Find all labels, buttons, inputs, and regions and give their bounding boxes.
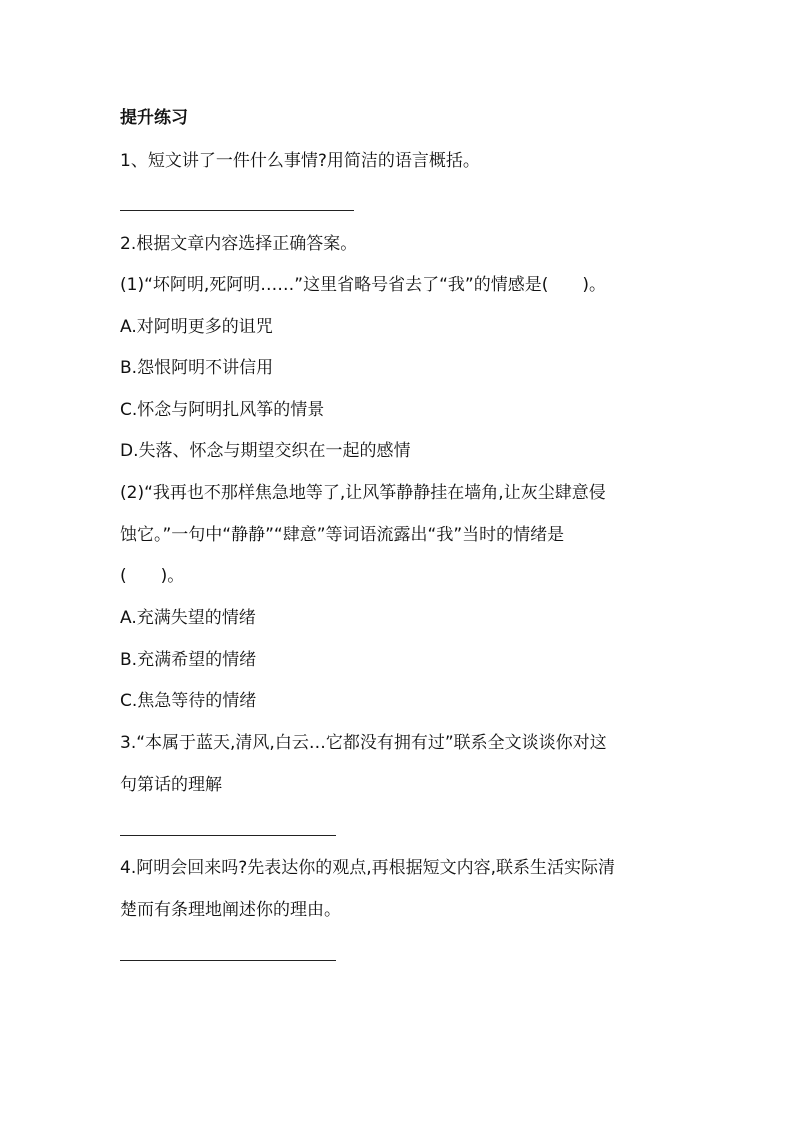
section-title: 提升练习 — [120, 108, 188, 128]
option-2-1-b: B.怨恨阿明不讲信用 — [120, 358, 274, 378]
option-2-2-b: B.充满希望的情绪 — [120, 650, 257, 670]
option-2-2-a: A.充满失望的情绪 — [120, 608, 256, 628]
option-2-1-c: C.怀念与阿明扎风筝的情景 — [120, 400, 325, 420]
option-2-1-a: A.对阿明更多的诅咒 — [120, 317, 273, 337]
question-3-line-2: 句第话的理解 — [120, 775, 222, 795]
answer-line-q3[interactable] — [120, 835, 336, 836]
answer-line-q1[interactable] — [120, 210, 354, 211]
question-2-1: (1)“坏阿明,死阿明……”这里省略号省去了“我”的情感是( )。 — [120, 275, 606, 295]
question-2-2-line-2: 蚀它。”一句中“静静”“肆意”等词语流露出“我”当时的情绪是 — [120, 525, 565, 545]
question-4-line-1: 4.阿明会回来吗?先表达你的观点,再根据短文内容,联系生活实际清 — [120, 858, 616, 878]
question-2-2-line-1: (2)“我再也不那样焦急地等了,让风筝静静挂在墙角,让灰尘肆意侵 — [120, 483, 606, 503]
question-2: 2.根据文章内容选择正确答案。 — [120, 234, 358, 254]
question-1: 1、短文讲了一件什么事情?用简洁的语言概括。 — [120, 151, 480, 171]
question-2-2-line-3: ( )。 — [120, 566, 185, 586]
option-2-2-c: C.焦急等待的情绪 — [120, 691, 257, 711]
option-2-1-d: D.失落、怀念与期望交织在一起的感情 — [120, 441, 411, 461]
question-3-line-1: 3.“本属于蓝天,清风,白云…它都没有拥有过”联系全文谈谈你对这 — [120, 733, 607, 753]
question-4-line-2: 楚而有条理地阐述你的理由。 — [120, 900, 341, 920]
answer-line-q4[interactable] — [120, 960, 336, 961]
